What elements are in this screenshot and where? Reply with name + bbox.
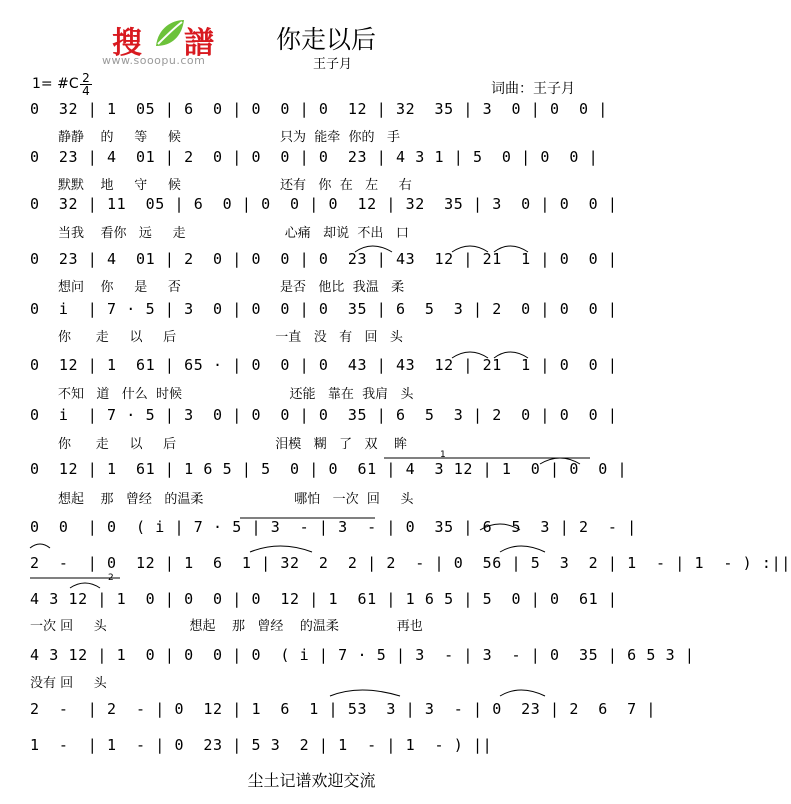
score-row-1: 0 32 | 1 05 | 6 0 | 0 0 | 0 12 | 32 35 | 3 0 | 0 0 | bbox=[30, 100, 608, 118]
logo-url: www.sooopu.com bbox=[102, 54, 206, 67]
singer-name: 王子月 bbox=[313, 57, 353, 72]
leaf-icon bbox=[152, 16, 188, 52]
site-logo bbox=[102, 16, 242, 72]
score-row-4: 0 23 | 4 01 | 2 0 | 0 0 | 0 23 | 43 12 | 21 1 | 0 0 | bbox=[30, 250, 618, 268]
volta-1: 1 bbox=[440, 450, 446, 460]
time-signature bbox=[80, 72, 92, 97]
volta-2: 2 bbox=[108, 573, 114, 583]
lyric-row-12: 没有 回 头 bbox=[30, 676, 107, 691]
time-signature-bottom: 4 bbox=[80, 84, 92, 97]
time-signature-top: 2 bbox=[82, 71, 90, 85]
score-row-13: 2 - | 2 - | 0 12 | 1 6 1 | 53 3 | 3 - | 0 23 | 2 6 7 | bbox=[30, 700, 656, 718]
lyric-row-3: 当我 看你 远 走 心痛 却说 不出 口 bbox=[58, 226, 409, 241]
score-row-10: 2 - | 0 12 | 1 6 1 | 32 2 2 | 2 - | 0 56 | 5 3 2 | 1 - | 1 - ) :|| bbox=[30, 554, 791, 572]
score-row-2: 0 23 | 4 01 | 2 0 | 0 0 | 0 23 | 4 3 1 | 5 0 | 0 0 | bbox=[30, 148, 599, 166]
footer-note: 尘土记谱欢迎交流 bbox=[247, 771, 376, 790]
key-signature: 1= #C bbox=[32, 76, 79, 92]
lyric-row-2: 默默 地 守 候 还有 你 在 左 右 bbox=[58, 178, 412, 193]
lyric-row-8: 想起 那 曾经 的温柔 哪怕 一次 回 头 bbox=[58, 492, 414, 507]
score-row-3: 0 32 | 11 05 | 6 0 | 0 0 | 0 12 | 32 35 | 3 0 | 0 0 | bbox=[30, 195, 618, 213]
lyric-row-11: 一次 回 头 想起 那 曾经 的温柔 再也 bbox=[30, 619, 423, 634]
score-row-9: 0 0 | 0 ( i | 7 · 5 | 3 - | 3 - | 0 35 | 6 5 3 | 2 - | bbox=[30, 518, 637, 536]
score-row-12: 4 3 12 | 1 0 | 0 0 | 0 ( i | 7 · 5 | 3 - | 3 - | 0 35 | 6 5 3 | bbox=[30, 646, 695, 664]
score-row-5: 0 i | 7 · 5 | 3 0 | 0 0 | 0 35 | 6 5 3 | 2 0 | 0 0 | bbox=[30, 300, 618, 318]
lyric-row-5: 你 走 以 后 一直 没 有 回 头 bbox=[58, 330, 403, 345]
lyric-row-1: 静静 的 等 候 只为 能牵 你的 手 bbox=[58, 130, 400, 145]
lyric-row-7: 你 走 以 后 泪模 糊 了 双 眸 bbox=[58, 437, 408, 452]
logo-char-sou: 搜 bbox=[112, 26, 142, 61]
lyric-row-6: 不知 道 什么 时候 还能 靠在 我肩 头 bbox=[58, 387, 414, 402]
score-row-7: 0 i | 7 · 5 | 3 0 | 0 0 | 0 35 | 6 5 3 | 2 0 | 0 0 | bbox=[30, 406, 618, 424]
logo-char-pu: 譜 bbox=[184, 26, 214, 61]
lyric-row-4: 想问 你 是 否 是否 他比 我温 柔 bbox=[58, 280, 405, 295]
score-row-6: 0 12 | 1 61 | 65 · | 0 0 | 0 43 | 43 12 | 21 1 | 0 0 | bbox=[30, 356, 618, 374]
score-row-11: 4 3 12 | 1 0 | 0 0 | 0 12 | 1 61 | 1 6 5 | 5 0 | 0 61 | bbox=[30, 590, 618, 608]
score-row-8: 0 12 | 1 61 | 1 6 5 | 5 0 | 0 61 | 4 3 12 | 1 0 | 0 0 | bbox=[30, 460, 628, 478]
credits: 词曲：王子月 bbox=[491, 81, 575, 97]
score-row-14: 1 - | 1 - | 0 23 | 5 3 2 | 1 - | 1 - ) || bbox=[30, 736, 493, 754]
song-title: 你走以后 bbox=[276, 25, 377, 54]
